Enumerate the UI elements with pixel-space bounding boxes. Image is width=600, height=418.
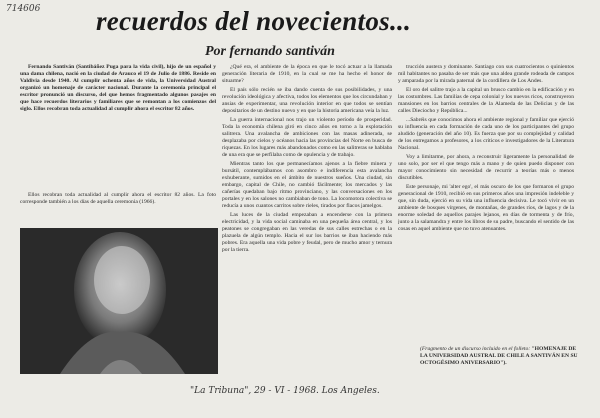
column-2-paragraph: ¿Qué era, el ambiente de la época en que le tocó actuar a la llamada generación literaria de 1910, en la cual se me ha hecho el honor de situarme? — [222, 64, 392, 84]
intro-text: Fernando Santiván (Santibáñez Puga para la vida civil), hijo de un español y una dama chilena, nació en la ciudad de Arauco el 19 de Julio de 1886. Reside en Valdivia desde 1940. Al cumplir ochenta años de vida, la Universidad Austral organizó un homenaje de carácter nacional. Durante la ceremonia principal el escritor pronunció un discurso, del que hemos fragmentado algunos pasajes en que hace recuerdos literarios y familiares que se remontan a los comienzos del siglo. Ellos recobran toda actualidad al cumplir ahora el escritor 82 años. — [20, 64, 216, 112]
headline: recuerdos del novecientos... — [96, 6, 412, 36]
column-3-paragraph: Este personaje, mi 'alter ego', el más oscuro de los que formaron el grupo generacional de 1910, recibió en sus primeros años una impresión indeleble y que, sin duda, ejerció en su vida una influencia decisiva. Le tocó vivir en un ambiente de bosques vírgenes, de montañas, de grandes ríos, de lagos y de la enorme soledad de aquellos parajes lejanos, en días de tormenta y de frío, junto a la salamandra y entre los libros de su padre, buscando el sentido de las cosas en aquel ambiente que no tuvo atenuantes. — [398, 184, 574, 232]
column-2-paragraph: Mientras tanto los que permanecíamos ajenos a la fiebre minera y bursátil, contemplábamos con asombro e indiferencia esta avalancha exhuberante, sumidos en el ámbito de nuestros sueños. Una ciudad, sin embargo, capital de Chile, no cambió fácilmente; los mercados y las cañerías quedaban bajo ritmo provinciano, y las conversaciones en los portales y en los salones no cambiaban de tono. La locomotora colectiva se reducía a unos cuantos carritos sobre rieles, tirados por flacos jamelgos. — [222, 161, 392, 209]
column-3-paragraph: ...Sabréis que conocimos ahora el ambiente regional y familiar que ejerció su influencia en cada formación de cada uno de los participantes del grupo aludido (generación del año 10). Es fuerza que por su complejidad y calidad de los entregamos a profesores, a los críticos e investigadores de la Literatura Nacional. — [398, 117, 574, 151]
column-2 — [222, 64, 392, 412]
portrait-image — [20, 228, 218, 374]
column-2-paragraph: Las luces de la ciudad empezaban a encenderse con la primera electricidad, y la vida social caminaba en una pequeña área central, y los peatones se congregaban en las veredas de sus calles estrechas o en la plazuela de algún templo. Hacia el sur los barrios se iban haciendo más pobres. Era aquella una vida pobre y feudal, pero de mucho amor y ternura por la tierra. — [222, 212, 392, 253]
source-note-title: "HOMENAJE DE LA UNIVERSIDAD AUSTRAL DE CHILE A SANTIVÁN EN SU OCTOGÉSIMO ANIVERSARIO"). — [420, 346, 578, 366]
source-note-lead: (Fragmento de un discurso incluido en el folleto: — [420, 346, 531, 352]
column-1-text: Ellos recobran toda actualidad al cumplir ahora el escritor 82 años. La foto corresponde también a los días de aquella ceremonia (1966). — [20, 192, 216, 205]
archive-number: 714606 — [6, 4, 41, 14]
handwritten-source: "La Tribuna", 29 - VI - 1968. Los Angeles. — [190, 386, 380, 396]
column-2-paragraph: El país sólo recién se iba dando cuenta de sus posibilidades, y una revolución ideológica y afectiva, todos los elementos que los circundaban y ansias de experimentar, una revolución interior en que todos se sentían depositarios de un destino nuevo y en que la historia americana veía la luz. — [222, 87, 392, 114]
column-3 — [398, 64, 574, 342]
portrait-photo — [20, 228, 218, 374]
column-2-paragraph: La guerra internacional nos trajo un violento período de prosperidad. Toda la economía chilena giró en cinco años en torno a la explotación salitrera. Una avalancha de ambiciones con las masas adinerada, se desplazaba por cielos y océanos hacia las provincias del Norte en busca de riquezas. En los lugares más abandonados como en las salitreras se hablaba de una era que se perfilaba como de opulencia y de trabajo. — [222, 117, 392, 158]
column-3-paragraph: trucción austera y dominante. Santiago con sus cuatrocientos o quinientos mil habitantes no pasaba de ser más que una aldea grande rodeada de campos y amparada por la mirada paternal de la cordillera de Los Andes. — [398, 64, 574, 84]
column-1 — [20, 192, 216, 222]
source-note — [420, 346, 580, 367]
column-3-paragraph: Voy a limitarme, por ahora, a reconstruir ligeramente la personalidad de uno solo, por ser el que tengo más a mano y de quien puedo disponer con mayor conocimiento sin necesidad de recurrir a teorías más o menos discutibles. — [398, 154, 574, 181]
byline: Por fernando santiván — [205, 44, 335, 59]
column-3-paragraph: El oro del salitre trajo a la capital un brusco cambio en la edificación y en las costumbres. Las familias de cepa colonial y los nuevos ricos, construyeron mansiones en los barrios centrales de la Alameda de las Delicias y de las calles Dieciocho y República... — [398, 87, 574, 114]
intro-paragraph — [20, 64, 216, 164]
